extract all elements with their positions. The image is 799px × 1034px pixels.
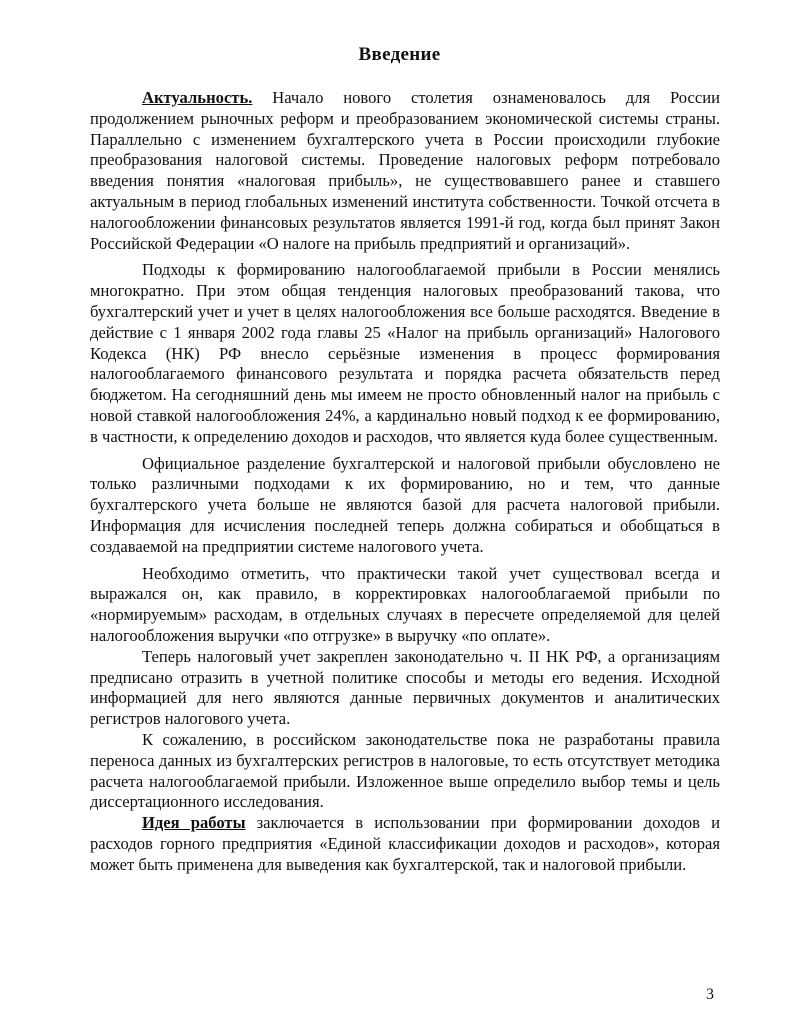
paragraph-text: К сожалению, в российском законодательстве пока не разработаны правила переноса данных из бухгалтерских регистров в налоговые, то есть отсутствует методика расчета налогооблагаемой прибыли. Изложенное выше определило выбор темы и цель диссертационного исследования. (90, 729, 720, 812)
paragraph-separation (90, 454, 720, 558)
document-body (90, 88, 720, 875)
paragraph-text: Теперь налоговый учет закреплен законодательно ч. II НК РФ, а организациям предписано отразить в учетной политике способы и методы его ведения. Исходной информацией для него являются данные первичных документов и аналитических регистров налогового учета. (90, 646, 720, 729)
paragraph-legislation (90, 730, 720, 813)
paragraph-lead-relevance: Актуальность. (142, 88, 253, 107)
paragraph-text: заключается в использовании при формировании доходов и расходов горного предприятия «Единой классификации доходов и расходов», которая может быть применена для выведения как бухгалтерской, так и налоговой прибыли. (90, 813, 720, 874)
paragraph-text: Официальное разделение бухгалтерской и налоговой прибыли обусловлено не только различными подходами к их формированию, но и тем, что данные бухгалтерского учета больше не являются базой для расчета налоговой прибыли. Информация для исчисления последней теперь должна собираться и обобщаться в создаваемой на предприятии системе налогового учета. (90, 453, 720, 556)
paragraph-relevance (90, 88, 720, 254)
paragraph-practice (90, 564, 720, 647)
paragraph-text: Необходимо отметить, что практически такой учет существовал всегда и выражался он, как правило, в корректировках налогооблагаемой прибыли по «нормируемым» расходам, в отдельных случаях в пересчете определяемой для целей налогообложения выручки «по отгрузке» в выручку «по оплате». (90, 563, 720, 645)
paragraph-lead-idea: Идея работы (142, 813, 246, 833)
page-number: 3 (706, 986, 714, 1003)
paragraph-approaches (90, 260, 720, 447)
paragraph-text: Начало нового столетия ознаменовалось для России продолжением рыночных реформ и преобразованием экономической системы страны. Параллельно с изменением бухгалтерского учета в России происходили глубокие преобразования налоговой системы. Проведение налоговых реформ потребовало введения понятия «налоговая прибыль», не существовавшего ранее и ставшего актуальным в период глобальных изменений института собственности. Точкой отсчета в налогообложении финансовых результатов является 1991-й год, когда был принят Закон Российской Федерации «О налоге на прибыль предприятий и организаций». (90, 88, 720, 253)
paragraph-tax-accounting (90, 647, 720, 730)
paragraph-idea (90, 813, 720, 875)
paragraph-text: Подходы к формированию налогооблагаемой прибыли в России менялись многократно. При этом общая тенденция налоговых преобразований такова, что бухгалтерский учет и учет в целях налогообложения все больше расходятся. Введение в действие с 1 января 2002 года главы 25 «Налог на прибыль организаций» Налогового Кодекса (НК) РФ внесло серьёзные изменения в процесс формирования налогооблагаемого финансового результата и порядка расчета обязательств перед бюджетом. На сегодняшний день мы имеем не просто обновленный налог на прибыль с новой ставкой налогообложения 24%, а кардинально новый подход к ее формированию, в частности, к определению доходов и расходов, что является куда более существенным. (90, 260, 720, 446)
page-title: Введение (358, 44, 441, 65)
